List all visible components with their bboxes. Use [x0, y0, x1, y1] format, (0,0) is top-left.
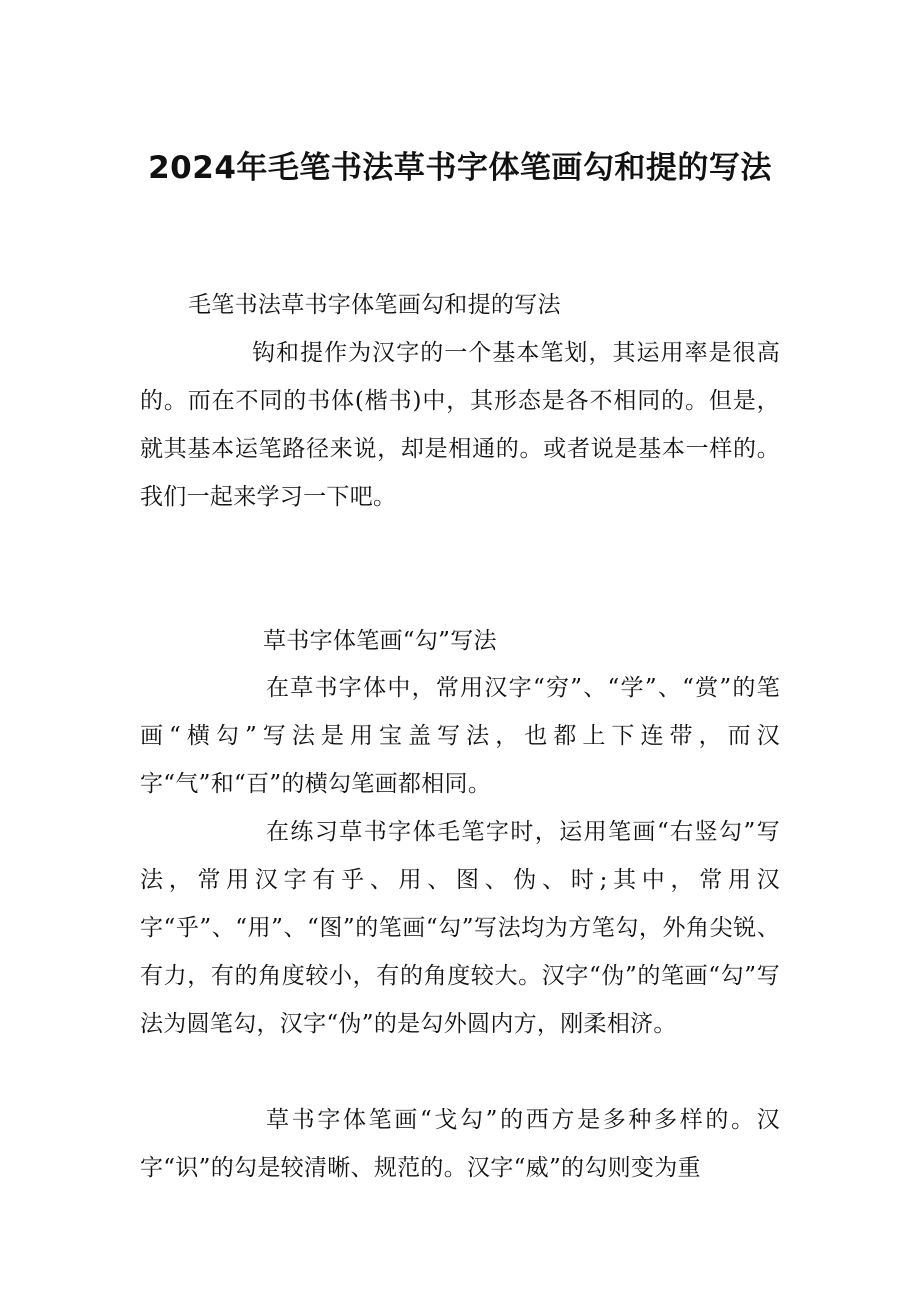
document-title: 2024年毛笔书法草书字体笔画勾和提的写法: [148, 150, 772, 186]
intro-heading: 毛笔书法草书字体笔画勾和提的写法: [188, 292, 561, 318]
paragraph-ge-gou: 草书字体笔画“戈勾”的西方是多种多样的。汉字“识”的勾是较清晰、规范的。汉字“威”的勾则变为重: [140, 1107, 780, 1181]
paragraph-heng-gou: 在草书字体中，常用汉字“穷”、“学”、“赏”的笔画“横勾”写法是用宝盖写法，也都上下连带，而汉字“气”和“百”的横勾笔画都相同。: [140, 675, 780, 797]
intro-paragraph: 钩和提作为汉字的一个基本笔划，其运用率是很高的。而在不同的书体(楷书)中，其形态是各不相同的。但是，就其基本运笔路径来说，却是相通的。或者说是基本一样的。我们一起来学习一下吧。: [140, 340, 780, 510]
paragraph-you-shu-gou: 在练习草书字体毛笔字时，运用笔画“右竖勾”写法，常用汉字有乎、用、图、伪、时;其中，常用汉字“乎”、“用”、“图”的笔画“勾”写法均为方笔勾，外角尖锐、有力，有的角度较小，有的角度较大。汉字“伪”的笔画“勾”写法为圆笔勾，汉字“伪”的是勾外圆内方，刚柔相济。: [140, 819, 780, 1037]
section-heading: 草书字体笔画“勾”写法: [263, 628, 497, 654]
